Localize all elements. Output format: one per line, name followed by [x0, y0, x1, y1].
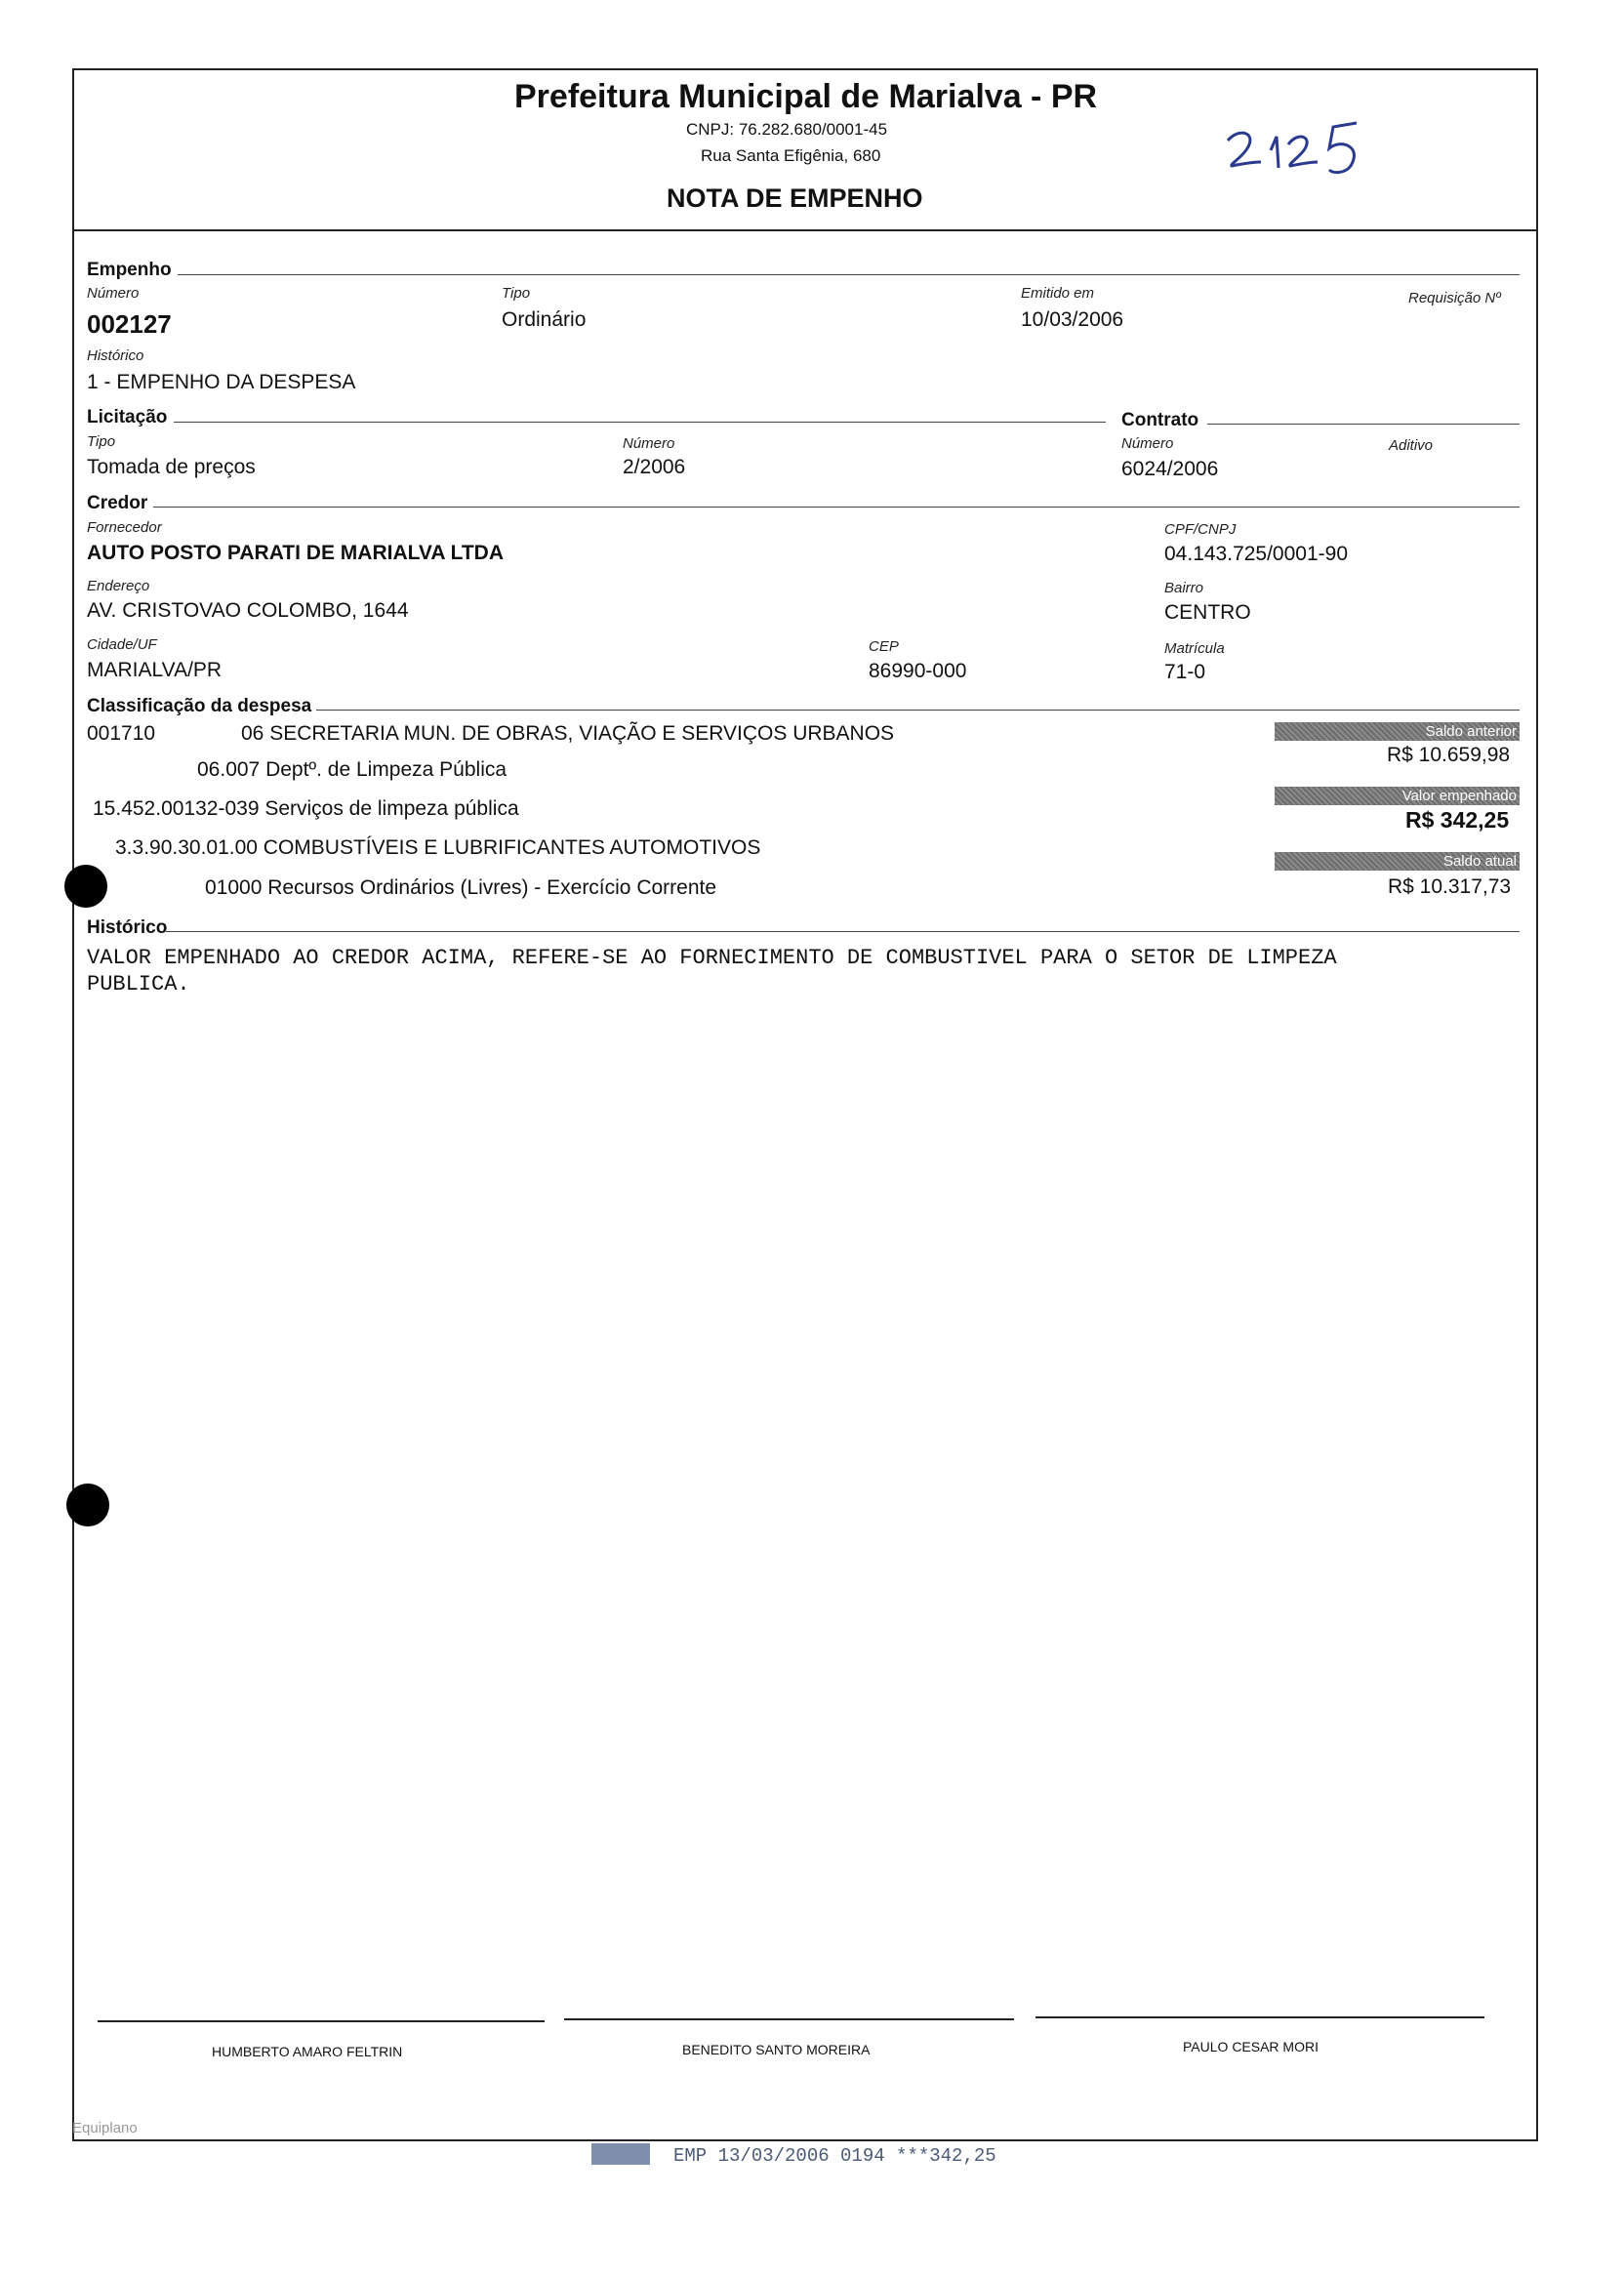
valor-empenhado-label: Valor empenhado — [1275, 787, 1520, 805]
emitido-date: 10/03/2006 — [1021, 308, 1124, 331]
handwritten-number — [1220, 109, 1376, 192]
fornecedor-name: AUTO POSTO PARATI DE MARIALVA LTDA — [87, 542, 504, 564]
saldo-atual-value: R$ 10.317,73 — [1388, 875, 1512, 898]
bairro-value: CENTRO — [1164, 601, 1251, 624]
emitido-label: Emitido em — [1021, 285, 1095, 302]
contrato-section-title: Contrato — [1121, 410, 1199, 430]
credor-section-title: Credor — [87, 493, 148, 513]
classificacao-orgao: 06 SECRETARIA MUN. DE OBRAS, VIAÇÃO E SERVIÇOS URBANOS — [241, 722, 895, 745]
historico-line-1: VALOR EMPENHADO AO CREDOR ACIMA, REFERE-SE AO FORNECIMENTO DE COMBUSTIVEL PARA O SETOR DE LIMPEZA — [87, 946, 1337, 970]
matricula-value: 71-0 — [1164, 661, 1206, 683]
punch-hole-top — [64, 865, 107, 908]
licitacao-tipo: Tomada de preços — [87, 456, 256, 478]
licitacao-numero: 2/2006 — [623, 456, 686, 478]
cep-label: CEP — [869, 638, 899, 655]
valor-empenhado-value: R$ 342,25 — [1405, 807, 1510, 833]
matricula-label: Matrícula — [1164, 640, 1225, 657]
empenho-numero-label: Número — [87, 285, 140, 302]
classificacao-fonte: 01000 Recursos Ordinários (Livres) - Exercício Corrente — [205, 876, 717, 899]
cidade-value: MARIALVA/PR — [87, 659, 223, 681]
contrato-numero-label: Número — [1121, 435, 1174, 452]
document-title: NOTA DE EMPENHO — [667, 183, 923, 213]
saldo-anterior-value: R$ 10.659,98 — [1387, 744, 1511, 766]
historico-rule — [166, 931, 1520, 932]
saldo-atual-label: Saldo atual — [1275, 852, 1520, 871]
credor-rule — [153, 507, 1520, 508]
signature-line-2 — [564, 2018, 1014, 2020]
historico-section-title: Histórico — [87, 917, 168, 938]
protocol-stamp: EMP 13/03/2006 0194 ***342,25 — [673, 2145, 996, 2167]
empenho-historico: 1 - EMPENHO DA DESPESA — [87, 371, 356, 393]
header-divider — [72, 229, 1536, 231]
historico-line-2: PUBLICA. — [87, 972, 190, 996]
empenho-tipo: Ordinário — [502, 308, 587, 331]
cpf-cnpj-value: 04.143.725/0001-90 — [1164, 543, 1349, 565]
software-credit: Equiplano — [72, 2120, 138, 2136]
classificacao-elemento: 3.3.90.30.01.00 COMBUSTÍVEIS E LUBRIFICANTES AUTOMOTIVOS — [115, 836, 761, 859]
empenho-section-title: Empenho — [87, 260, 172, 280]
empenho-rule — [178, 274, 1520, 275]
classificacao-code: 001710 — [87, 722, 156, 745]
endereco-value: AV. CRISTOVAO COLOMBO, 1644 — [87, 599, 409, 622]
aditivo-label: Aditivo — [1389, 437, 1434, 454]
cpf-cnpj-label: CPF/CNPJ — [1164, 521, 1237, 538]
stamp-logo — [591, 2143, 650, 2165]
classificacao-funcional: 15.452.00132-039 Serviços de limpeza pública — [93, 797, 519, 820]
signature-name-2: BENEDITO SANTO MOREIRA — [682, 2042, 871, 2057]
signature-line-3 — [1035, 2016, 1484, 2018]
signature-line-1 — [98, 2020, 545, 2022]
empenho-tipo-label: Tipo — [502, 285, 531, 302]
fornecedor-label: Fornecedor — [87, 519, 162, 536]
licitacao-numero-label: Número — [623, 435, 675, 452]
endereco-label: Endereço — [87, 578, 150, 594]
contrato-rule — [1207, 424, 1520, 425]
signature-name-1: HUMBERTO AMARO FELTRIN — [212, 2044, 403, 2059]
punch-hole-bottom — [66, 1484, 109, 1526]
signature-name-3: PAULO CESAR MORI — [1183, 2039, 1319, 2054]
contrato-numero: 6024/2006 — [1121, 458, 1219, 480]
empenho-numero: 002127 — [87, 309, 172, 339]
licitacao-section-title: Licitação — [87, 407, 168, 427]
requisicao-label: Requisição Nº — [1408, 290, 1501, 306]
classificacao-unidade: 06.007 Deptº. de Limpeza Pública — [197, 758, 508, 781]
address-text: Rua Santa Efigênia, 680 — [701, 146, 881, 165]
saldo-anterior-label: Saldo anterior — [1275, 722, 1520, 741]
bairro-label: Bairro — [1164, 580, 1204, 596]
cep-value: 86990-000 — [869, 660, 967, 682]
empenho-historico-label: Histórico — [87, 347, 144, 364]
licitacao-rule — [174, 422, 1106, 423]
classificacao-rule — [316, 710, 1520, 711]
licitacao-tipo-label: Tipo — [87, 433, 116, 450]
classificacao-section-title: Classificação da despesa — [87, 696, 312, 716]
cidade-label: Cidade/UF — [87, 636, 157, 653]
cnpj-text: CNPJ: 76.282.680/0001-45 — [686, 120, 888, 139]
page-title: Prefeitura Municipal de Marialva - PR — [514, 78, 1098, 115]
